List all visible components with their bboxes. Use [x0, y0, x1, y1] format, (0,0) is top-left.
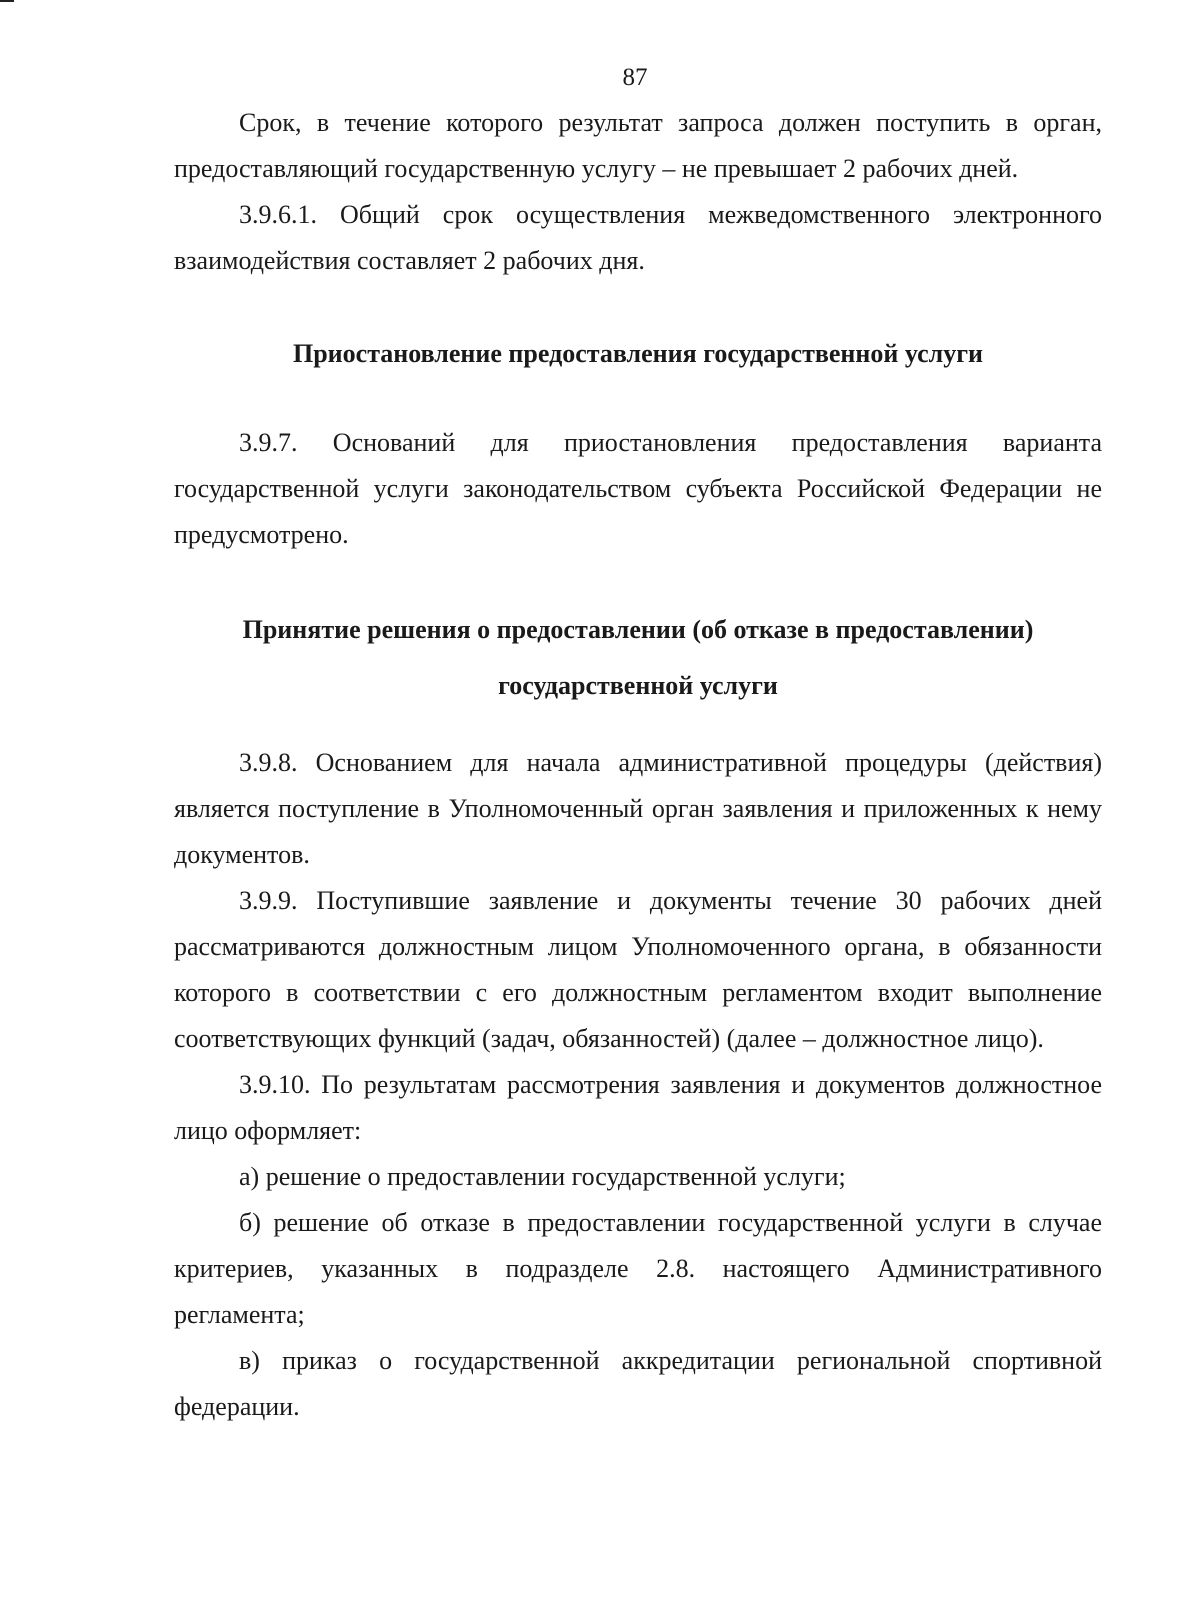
paragraph-3-9-8: 3.9.8. Основанием для начала административной процедуры (действия) является поступление в Уполномоченный орган заявления и приложенных к нему документов.	[174, 748, 1102, 869]
paragraph-3-9-9: 3.9.9. Поступившие заявление и документы течение 30 рабочих дней рассматриваются должностным лицом Уполномоченного органа, в обязанности которого в соответствии с его должностным регламентом входит выполнение соответствующих функций (задач, обязанностей) (далее – должностное лицо).	[174, 886, 1102, 1053]
paragraph-3-9-6-1: 3.9.6.1. Общий срок осуществления межведомственного электронного взаимодействия составляет 2 рабочих дня.	[174, 200, 1102, 275]
paragraph-3-9-10: 3.9.10. По результатам рассмотрения заявления и документов должностное лицо оформляет:	[174, 1070, 1102, 1145]
page-number: 87	[622, 64, 648, 91]
paragraph-3-9-7: 3.9.7. Оснований для приостановления предоставления варианта государственной услуги законодательством субъекта Российской Федерации не предусмотрено.	[174, 428, 1102, 549]
list-item-a: а) решение о предоставлении государственной услуги;	[239, 1162, 846, 1191]
heading-decision: Принятие решения о предоставлении (об отказе в предоставлении) государственной услуги	[242, 615, 1034, 700]
heading-suspension: Приостановление предоставления государственной услуги	[292, 339, 983, 368]
list-item-b: б) решение об отказе в предоставлении государственной услуги в случае критериев, указанных в подразделе 2.8. настоящего Административного регламента;	[174, 1208, 1102, 1329]
scan-corner-mark	[0, 0, 14, 2]
paragraph-deadline: Срок, в течение которого результат запроса должен поступить в орган, предоставляющий государственную услугу – не превышает 2 рабочих дней.	[174, 108, 1102, 183]
list-item-v: в) приказ о государственной аккредитации региональной спортивной федерации.	[174, 1346, 1102, 1421]
